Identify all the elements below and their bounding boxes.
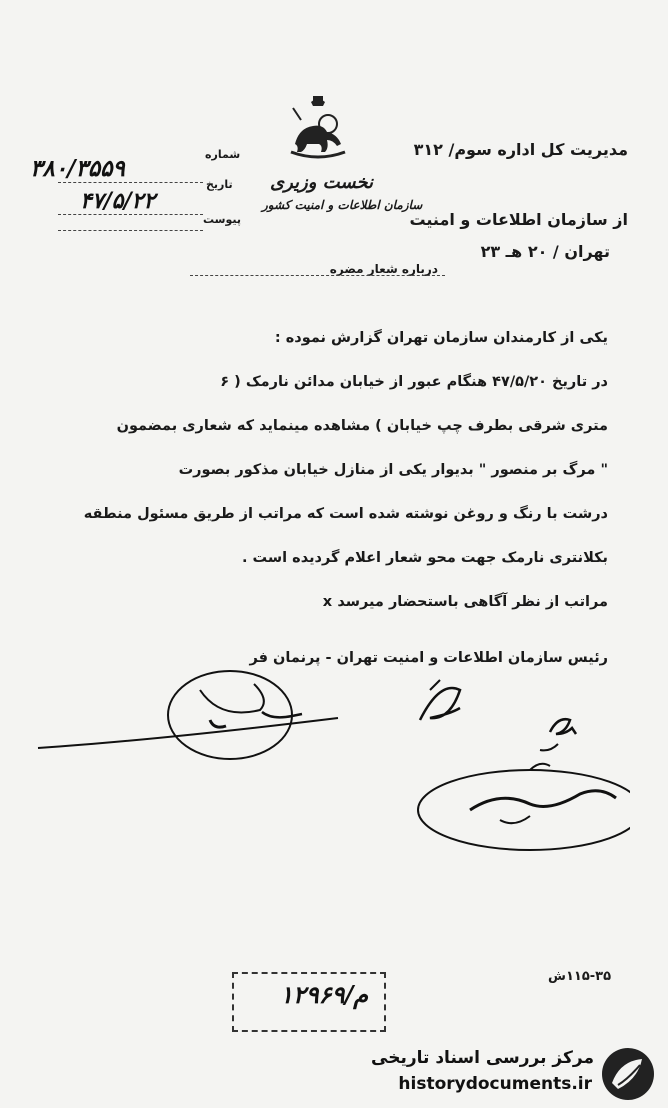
number-rule: [58, 182, 203, 183]
body-line: " مرگ بر منصور " بدیوار یکی از منازل خیابان مذکور بصورت: [178, 462, 608, 478]
ministry-name: نخست وزیری: [270, 172, 374, 193]
subject-underline: [190, 275, 445, 276]
document-code: ۱۱۵-۳۵ش: [548, 969, 612, 984]
attachment-label: پیوست: [203, 213, 241, 226]
archive-logo-icon: [598, 1045, 658, 1103]
sender-line: از سازمان اطلاعات و امنیت: [409, 210, 628, 229]
number-value: ۳۸۰/۳۵۵۹: [30, 155, 125, 182]
body-line: بکلانتری نارمک جهت محو شعار اعلام گردیده است .: [241, 550, 608, 566]
agency-name: سازمان اطلاعات و امنیت کشور: [262, 198, 423, 212]
body-line: در تاریخ ۴۷/۵/۲۰ هنگام عبور از خیابان مدائن نارمک ( ۶: [220, 374, 608, 390]
date-label: تاریخ: [206, 178, 233, 191]
watermark-url: historydocuments.ir: [398, 1074, 592, 1094]
date-value: ۴۷/۵/۲۲: [80, 188, 156, 214]
subject-label: درباره شعار مضره: [329, 262, 438, 276]
body-line: متری شرقی بطرف چپ خیابان ) مشاهده مینماید که شعاری بمضمون: [116, 418, 608, 434]
watermark-title: مرکز بررسی اسناد تاریخی: [371, 1048, 594, 1068]
body-line: مراتب از نظر آگاهی باستحضار میرسد x: [322, 594, 608, 610]
date-rule: [58, 214, 203, 215]
handwritten-signature-marks: [30, 660, 630, 860]
signer-title: رئیس سازمان اطلاعات و امنیت تهران - پرنمان فر: [249, 650, 608, 666]
body-line: درشت با رنگ و روغن نوشته شده است که مراتب از طریق مسئول منطقه: [83, 506, 608, 522]
body-line: یکی از کارمندان سازمان تهران گزارش نموده :: [274, 330, 608, 346]
archive-stamp-number: ۱۲۹۶۹/م: [280, 980, 369, 1009]
recipient-line: مدیریت کل اداره سوم/ ۳۱۲: [413, 140, 628, 159]
lion-and-sun-emblem: [285, 90, 351, 164]
city-reference: تهران / ۲۰ هـ ۲۳: [480, 242, 610, 261]
attachment-rule: [58, 230, 203, 231]
number-label: شماره: [205, 148, 241, 161]
